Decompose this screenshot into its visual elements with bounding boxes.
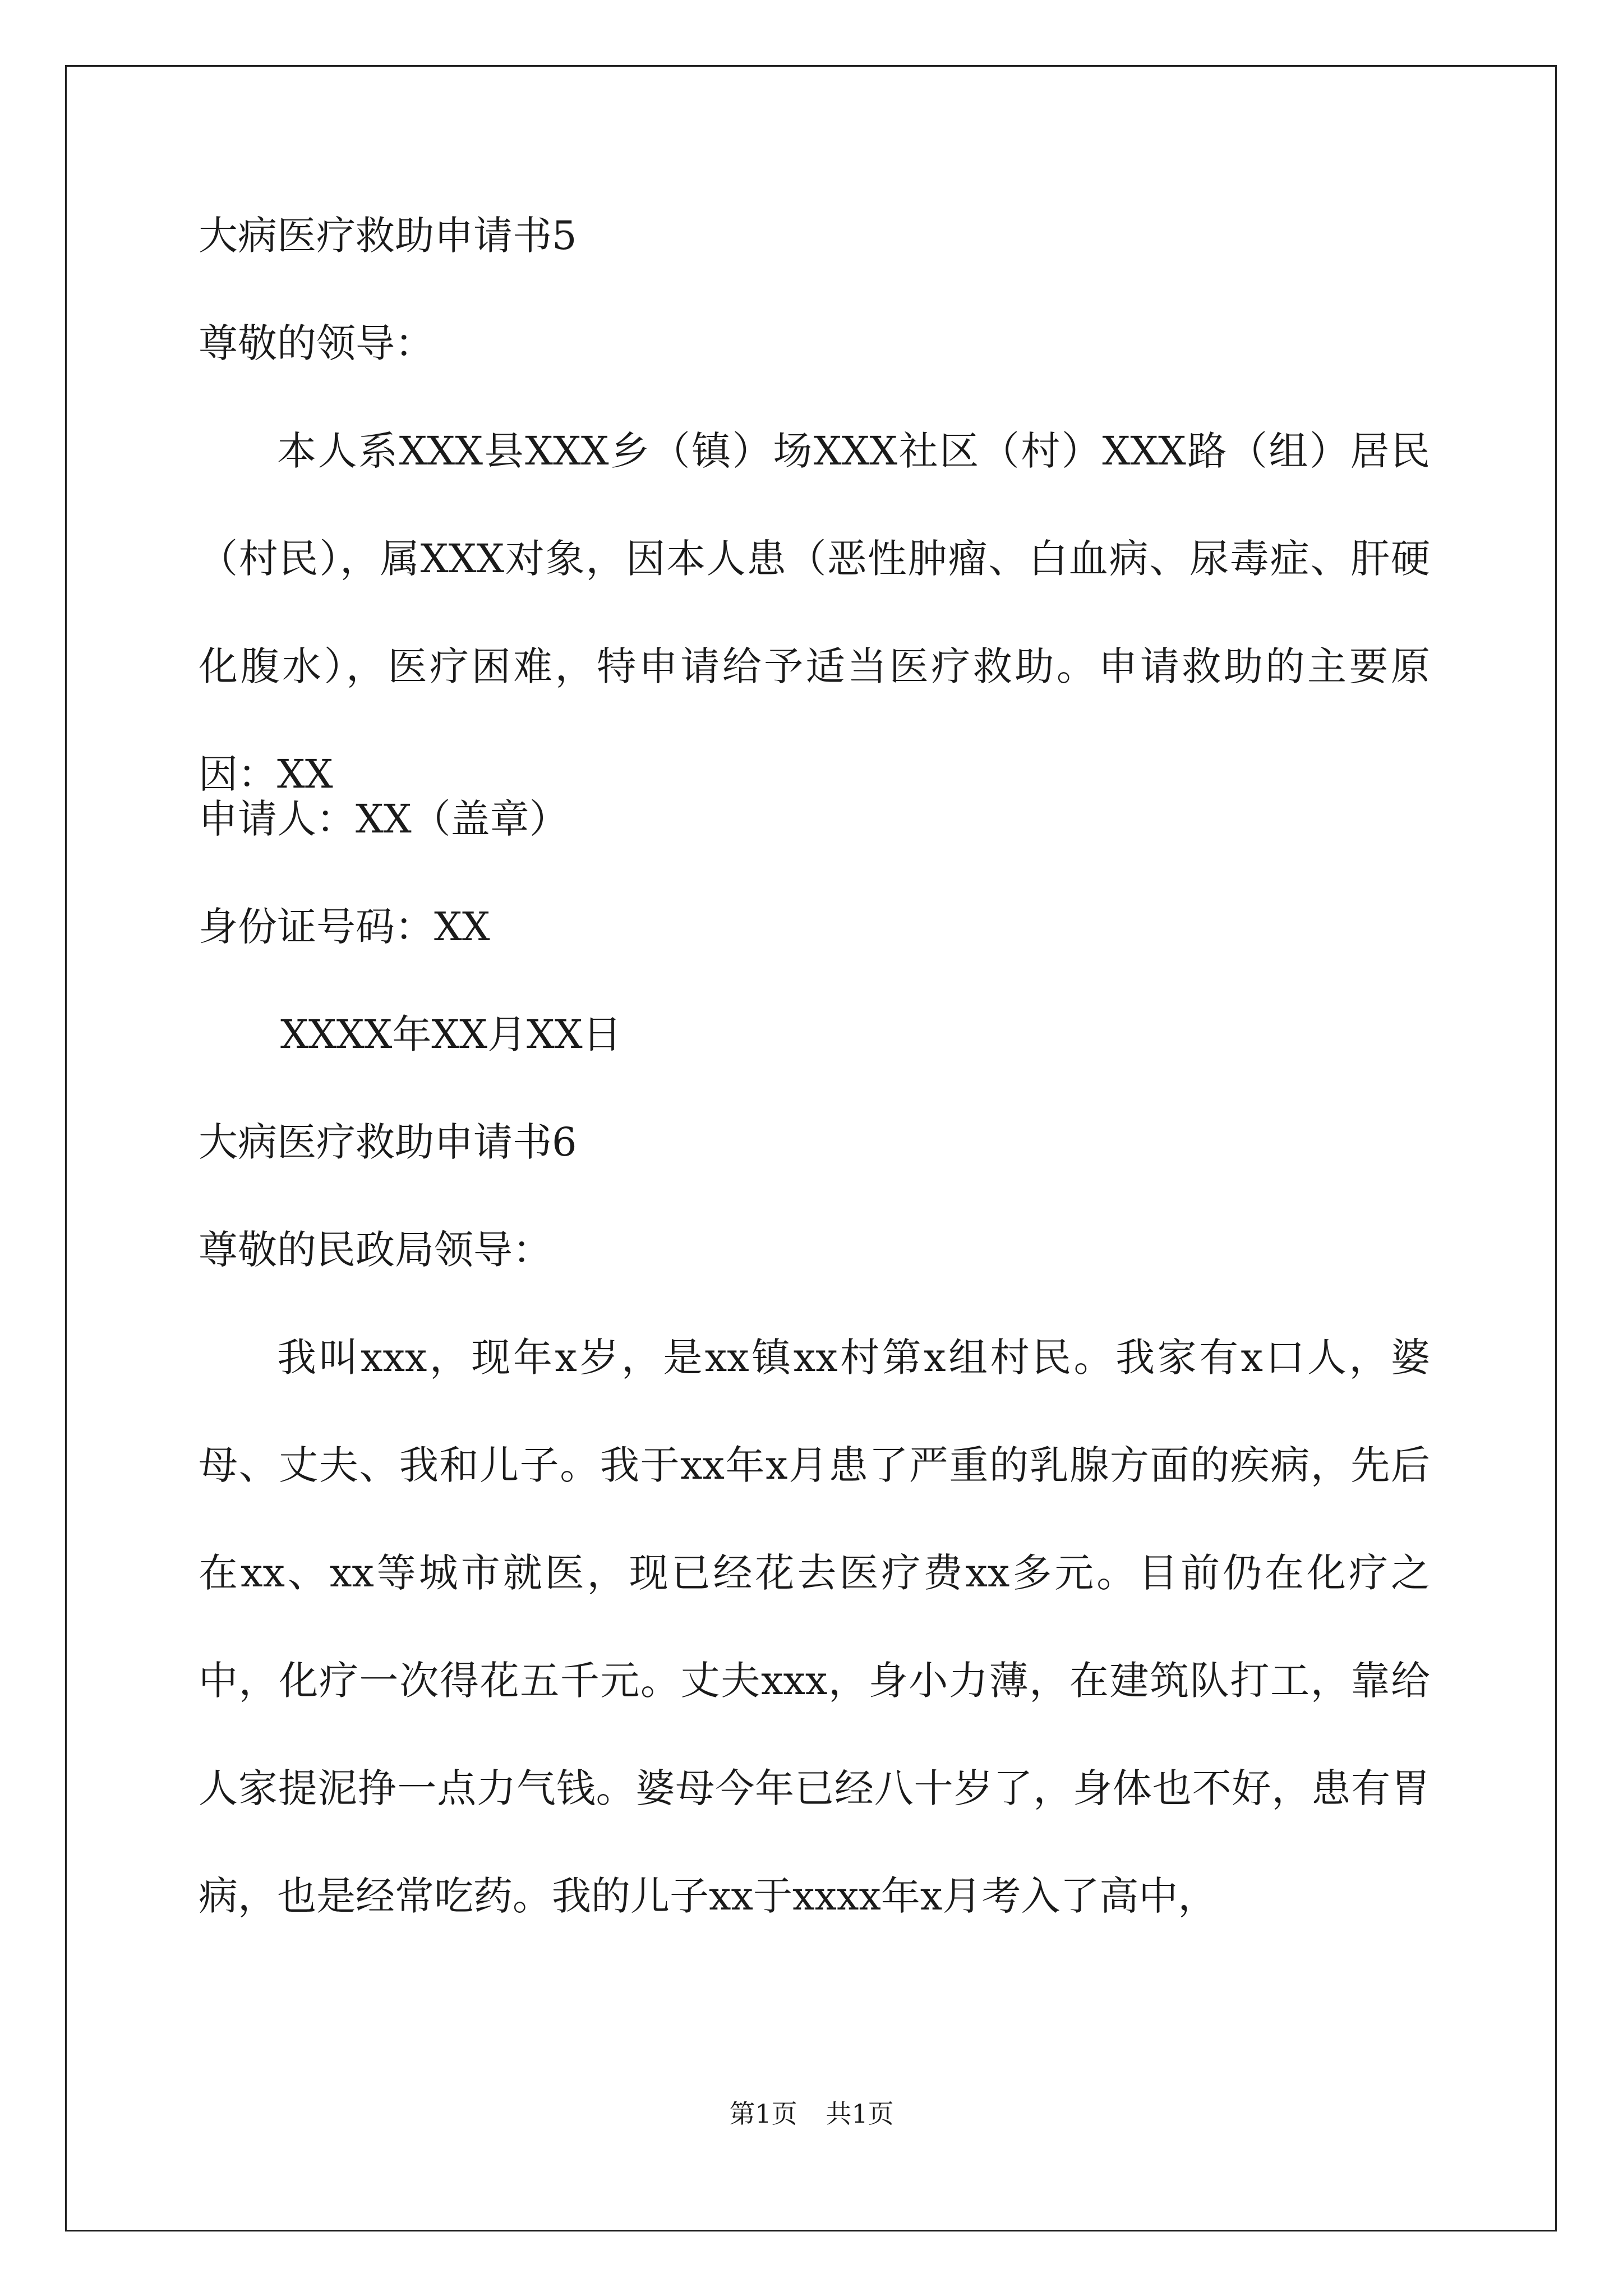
document-content [199,213,1430,1950]
section6-body: 我叫xxx，现年x岁，是xx镇xx村第x组村民。我家有x口人，婆母、丈夫、我和儿子。我于xx年x月患了严重的乳腺方面的疾病，先后在xx、xx等城市就医，现已经花去医疗费xx多元。目前仍在化疗之中，化疗一次得花五千元。丈夫xxx，身小力薄，在建筑队打工，靠给人家提泥挣一点力气钱。婆母今年已经八十岁了，身体也不好，患有胃病，也是经常吃药。我的儿子xx于xxxx年x月考入了高中， [199,1335,1430,1919]
section5-id-number: 身份证号码：XX [199,904,490,950]
section6-salutation: 尊敬的民政局领导： [199,1227,552,1273]
section5-applicant: 申请人：XX（盖章） [199,796,569,842]
page-total: 共1页 [826,2099,894,2129]
section5-date: XXXX年XX月XX日 [280,1011,622,1057]
section5-salutation: 尊敬的领导： [199,320,434,366]
section5-title: 大病医疗救助申请书5 [199,213,577,259]
page-number: 第1页 [729,2099,797,2129]
section6-title: 大病医疗救助申请书6 [199,1119,577,1165]
section5-body: 本人系XXX县XXX乡（镇）场XXX社区（村）XXX路（组）居民（村民），属XXX对象，因本人患（恶性肿瘤、白血病、尿毒症、肝硬化腹水），医疗困难，特申请给予适当医疗救助。申请救助的主要原因：XX [199,428,1431,797]
page-footer [0,2098,1623,2129]
